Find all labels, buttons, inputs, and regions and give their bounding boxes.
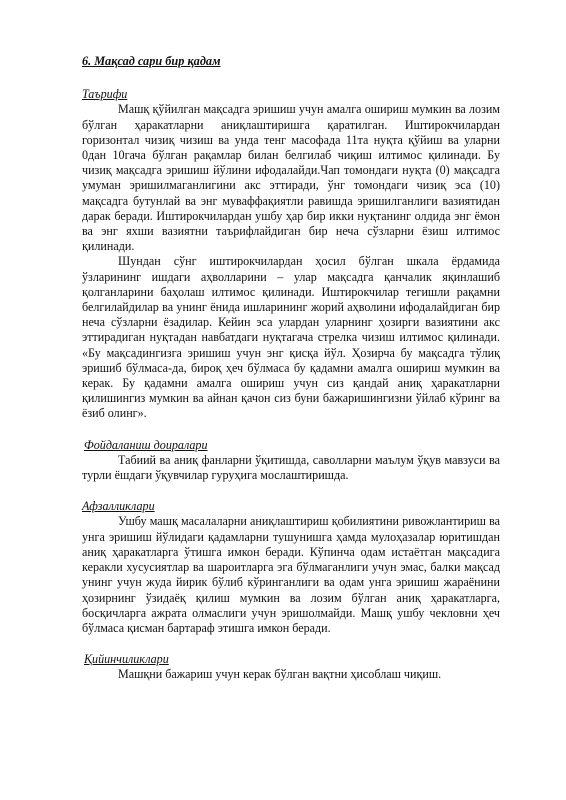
section-heading-usage: Фойдаланиш доиралари — [84, 437, 208, 452]
usage-paragraph: Табиий ва аниқ фанларни ўқитишда, саволларни маълум ўқув мавзуси ва турли ёшдаги ўқувчилар гуруҳига мослаштиришда. — [82, 452, 500, 483]
section-heading-difficulties: Қийинчиликлари — [84, 652, 169, 667]
section-heading-advantages: Афзалликлари — [82, 499, 155, 514]
document-body — [82, 54, 500, 683]
page-title: 6. Мақсад сари бир қадам — [82, 54, 221, 68]
definition-paragraph-2: Шундан сўнг иштирокчилардан ҳосил бўлган шкала ёрдамида ўзларининг ишдаги аҳволларини – улар мақсадга қанчалик яқинлашиб қолганларини баҳолаш илтимос қилинади. Иштирокчилар тегишли рақамни белгилайдилар ва унинг ёнида ишларининг жорий аҳволини ифодалайдиган бир неча сўзларни ёзадилар. Кейин эса улардан уларнинг ҳозирги вазиятини акс эттирадиган нуқтадан навбатдаги нуқтагача стрелка чизиш илтимос қилинади. «Бу мақсадингизга эришиш учун энг қисқа йўл. Ҳозирча бу мақсадга тўлиқ эришиб бўлмаса-да, бироқ ҳеч бўлмаса бу қадамни амалга ошириш мумкин ва керак. Бу қадамни амалга ошириш учун сиз қандай аниқ ҳаракатларни қилишингиз мумкин ва айнан қачон сиз буни бажаришингизни ўйлаб кўринг ва ёзиб олинг». — [82, 254, 500, 421]
section-heading-definition: Таърифи — [82, 87, 128, 102]
definition-paragraph-1: Машқ қўйилган мақсадга эришиш учун амалга ошириш мумкин ва лозим бўлган ҳаракатларни аниқлаштиришга қаратилган. Иштирокчилардан горизонтал чизиқ чизиш ва унда тенг масофада 11та нуқта қўйиш ва уларни 0дан 10гача бўлган рақамлар билан белгилаб чиқиш илтимос қилинади. Бу чизиқ мақсадга эришиш йўлини ифодалайди.Чап томондаги нуқта (0) мақсадга умуман эришилмаганлигини акс эттиради, ўнг томондаги чизиқ эса (10) мақсадга бутунлай ва энг муваффақиятли равишда эришилганлиги вазиятидан дарак беради. Иштирокчилардан ушбу ҳар бир икки нуқтанинг олдида энг ёмон ва энг яхши вазиятни таърифлайдиган бир неча сўзларни ёзиш илтимос қилинади. — [82, 102, 500, 254]
difficulties-paragraph: Машқни бажариш учун керак бўлган вақтни ҳисоблаш чиқиш. — [118, 667, 442, 682]
advantages-paragraph: Ушбу машқ масалаларни аниқлаштириш қобилиятини ривожлантириш ва унга эришиш йўлидаги қадамларни тушунишга ҳамда мулоҳазалар юритишдан аниқ ҳаракатларга ўтишга имкон беради. Кўпинча одам истаётган мақсадига керакли хусусиятлар ва шароитларга эга бўлмаганлиги учун эмас, балки мақсад унинг учун жуда йирик бўлиб кўринганлиги ва одам унга эришиш жараёнини ҳозирнинг ўзидаёқ қилиш мумкин ва лозим бўлган аниқ ҳаракатларга, босқичларга ажрата олмаслиги учун эришолмайди. Машқ ушбу чекловни ҳеч бўлмаса қисман бартараф этишга имкон беради. — [82, 514, 500, 635]
